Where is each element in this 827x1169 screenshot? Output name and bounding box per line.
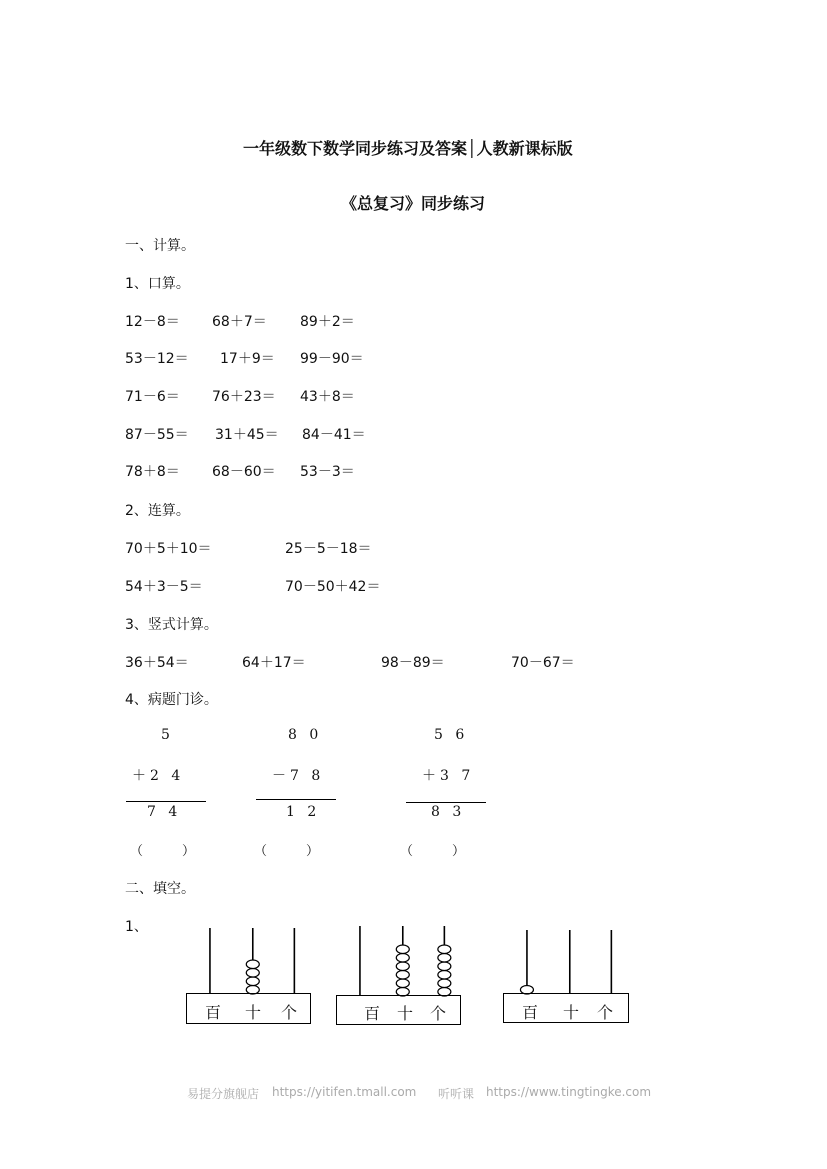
math-item: 78＋8＝: [125, 464, 180, 480]
q1-heading: 1、口算。: [125, 276, 190, 292]
abacus-bead: [438, 962, 451, 971]
chain-calc-item: 70＋5＋10＝: [125, 541, 212, 557]
page-title: 一年级数下数学同步练习及答案│人教新课标版: [243, 139, 573, 158]
footer-link-right[interactable]: https://www.tingtingke.com: [486, 1085, 652, 1099]
abacus-label-hundreds: 百: [522, 1003, 539, 1022]
problem-top: 5 6: [434, 727, 469, 743]
page-subtitle: 《总复习》同步练习: [341, 194, 486, 213]
vertical-calc-item: 64＋17＝: [242, 655, 306, 671]
sum-line: [406, 802, 486, 803]
math-item: 53－3＝: [300, 464, 355, 480]
math-item: 68＋7＝: [212, 314, 267, 330]
math-item: 17＋9＝: [220, 351, 275, 367]
abacus-bead: [396, 979, 409, 988]
vertical-calc-item: 36＋54＝: [125, 655, 189, 671]
problem-operand: －7 8: [272, 768, 325, 784]
problem-top: 5: [161, 727, 174, 743]
chain-calc-item: 70－50＋42＝: [285, 579, 381, 595]
abacus-bead: [438, 971, 451, 980]
abacus-label-tens: 十: [245, 1003, 262, 1022]
abacus-bead: [438, 945, 451, 954]
chain-calc-item: 25－5－18＝: [285, 541, 372, 557]
math-item: 31＋45＝: [215, 427, 279, 443]
problem-result: 7 4: [147, 804, 182, 820]
abacus-bead: [438, 954, 451, 963]
q3-heading: 3、竖式计算。: [125, 617, 218, 633]
abacus-label-hundreds: 百: [205, 1003, 222, 1022]
abacus-rods: [186, 928, 312, 994]
problem-result: 1 2: [286, 804, 321, 820]
problem-operand: ＋2 4: [132, 768, 185, 784]
abacus-bead: [396, 945, 409, 954]
problem-top: 8 0: [288, 727, 323, 743]
abacus-bead: [396, 962, 409, 971]
abacus-label-ones: 个: [281, 1003, 298, 1022]
abacus-label-tens: 十: [563, 1003, 580, 1022]
abacus-bead: [396, 954, 409, 963]
math-item: 53－12＝: [125, 351, 189, 367]
answer-parens: （ ）: [400, 844, 466, 859]
math-item: 68－60＝: [212, 464, 276, 480]
abacus-label-ones: 个: [430, 1004, 447, 1023]
chain-calc-item: 54＋3－5＝: [125, 579, 203, 595]
abacus-bead: [438, 979, 451, 988]
vertical-calc-item: 98－89＝: [381, 655, 445, 671]
abacus-label-tens: 十: [397, 1004, 414, 1023]
abacus-rods: [503, 930, 629, 994]
problem-result: 8 3: [431, 804, 466, 820]
section2-heading: 二、填空。: [125, 881, 195, 897]
footer-brand-right: 听听课: [438, 1087, 475, 1101]
sum-line: [256, 799, 336, 800]
abacus-bead: [246, 977, 259, 986]
footer-link-left[interactable]: https://yitifen.tmall.com: [272, 1085, 417, 1099]
fill-q1-label: 1、: [125, 919, 148, 935]
abacus-label-ones: 个: [597, 1003, 614, 1022]
abacus-bead: [246, 960, 259, 969]
math-item: 71－6＝: [125, 389, 180, 405]
math-item: 87－55＝: [125, 427, 189, 443]
math-item: 12－8＝: [125, 314, 180, 330]
answer-parens: （ ）: [130, 844, 196, 859]
math-item: 76＋23＝: [212, 389, 276, 405]
q2-heading: 2、连算。: [125, 503, 190, 519]
answer-parens: （ ）: [254, 844, 320, 859]
math-item: 43＋8＝: [300, 389, 355, 405]
math-item: 89＋2＝: [300, 314, 355, 330]
section1-heading: 一、计算。: [125, 238, 195, 254]
problem-operand: ＋3 7: [422, 768, 475, 784]
math-item: 84－41＝: [302, 427, 366, 443]
abacus-bead: [396, 971, 409, 980]
abacus-rods: [336, 926, 462, 996]
vertical-calc-item: 70－67＝: [511, 655, 575, 671]
q4-heading: 4、病题门诊。: [125, 692, 218, 708]
sum-line: [126, 801, 206, 802]
footer-brand-left: 易提分旗舰店: [187, 1087, 260, 1101]
abacus-label-hundreds: 百: [364, 1004, 381, 1023]
math-item: 99－90＝: [300, 351, 364, 367]
abacus-bead: [246, 969, 259, 978]
